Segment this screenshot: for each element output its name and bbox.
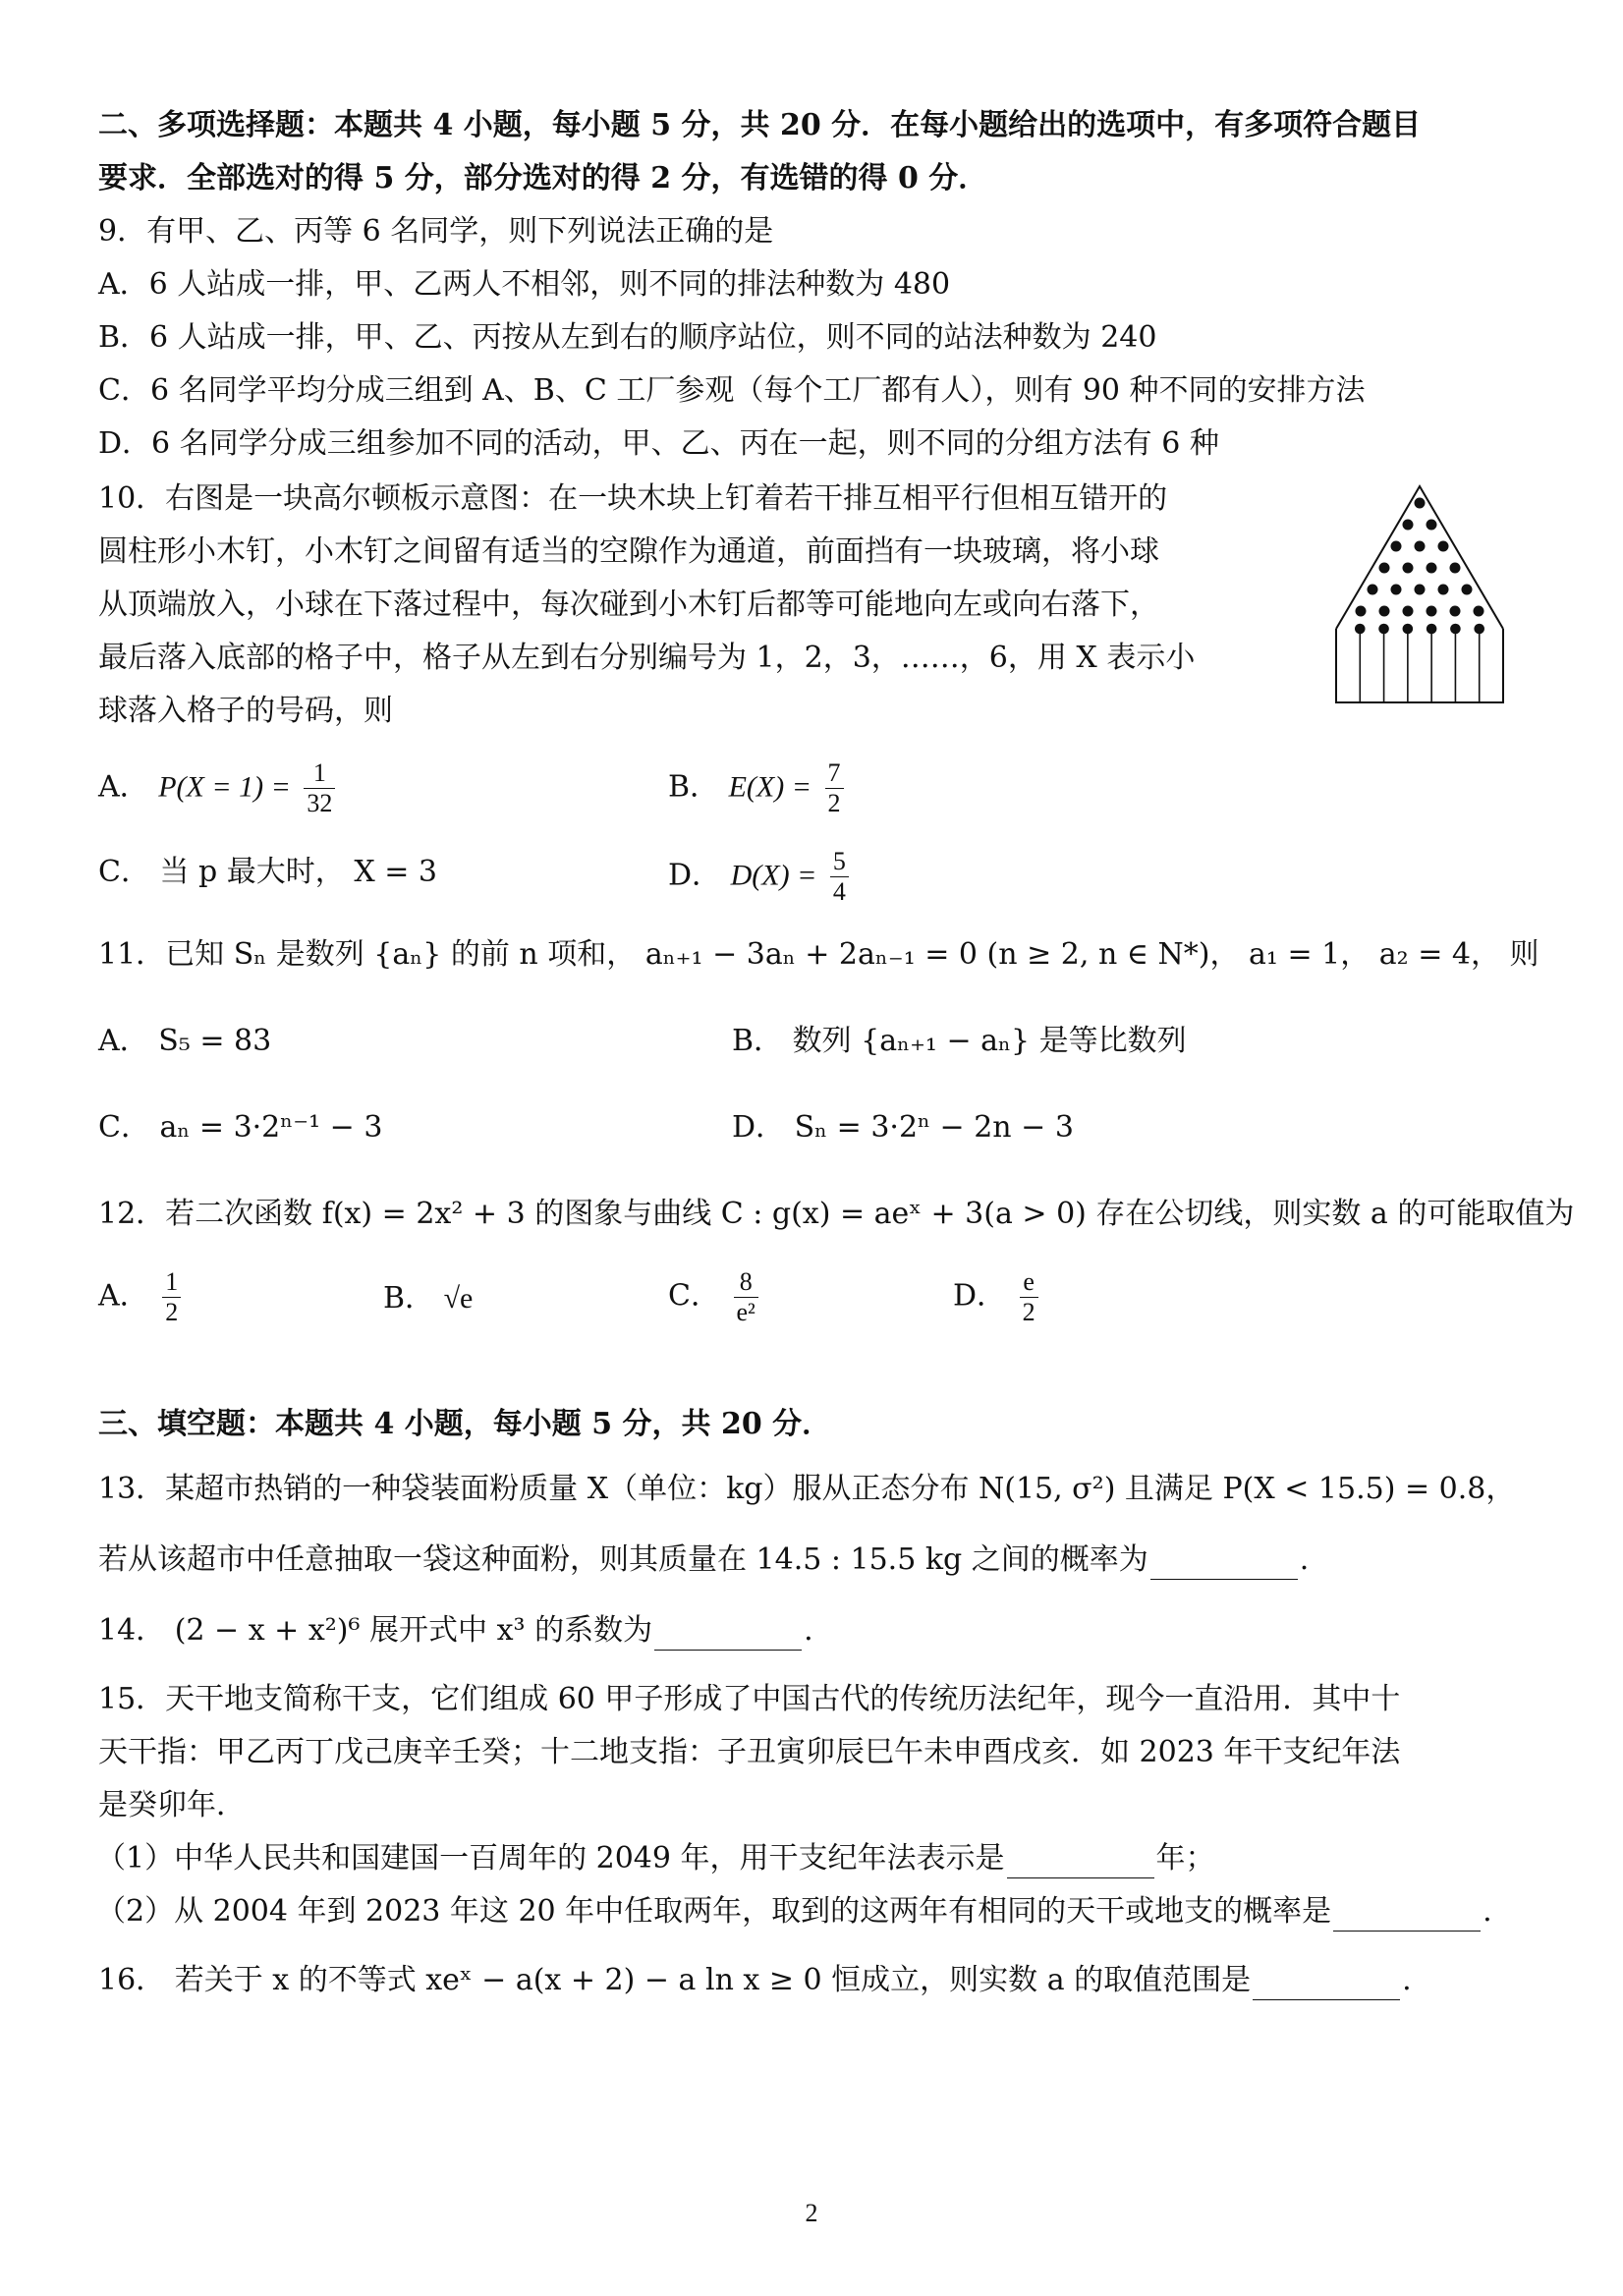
q15-part2-blank[interactable] bbox=[1333, 1901, 1481, 1932]
q10-option-b: B． E(X) = $\frac{7}{2}$ bbox=[668, 758, 848, 818]
q11-option-c: C． aₙ = 3·2ⁿ⁻¹ − 3 bbox=[98, 1110, 383, 1145]
galton-peg bbox=[1391, 585, 1402, 595]
q12-option-b: B． √e bbox=[383, 1281, 474, 1316]
q15-line3: 是癸卯年． bbox=[98, 1788, 246, 1822]
galton-peg bbox=[1379, 625, 1388, 634]
q14-answer-blank[interactable] bbox=[654, 1620, 802, 1651]
q15-line2: 天干指：甲乙丙丁戊己庚辛壬癸；十二地支指：子丑寅卯辰巳午未申酉戌亥．如 2023 年干支纪年法 bbox=[98, 1735, 1401, 1769]
section3-header: 三、填空题：本题共 4 小题，每小题 5 分，共 20 分． bbox=[98, 1407, 832, 1441]
galton-board-icon bbox=[1326, 481, 1513, 707]
galton-peg bbox=[1356, 625, 1365, 634]
q10-line3: 从顶端放入，小球在下落过程中，每次碰到小木钉后都等可能地向左或向右落下， bbox=[98, 588, 1159, 622]
galton-pegs bbox=[1356, 498, 1484, 617]
q10-line4: 最后落入底部的格子中，格子从左到右分别编号为 1，2，3，……，6，用 X 表示小 bbox=[98, 641, 1196, 675]
q15-line1: 15．天干地支简称干支，它们组成 60 甲子形成了中国古代的传统历法纪年，现今一直沿用．其中十 bbox=[98, 1682, 1401, 1716]
galton-peg bbox=[1427, 520, 1437, 531]
galton-peg bbox=[1450, 606, 1461, 617]
galton-peg bbox=[1462, 585, 1473, 595]
q9-option-d: D．6 名同学分成三组参加不同的活动，甲、乙、丙在一起，则不同的分组方法有 6 种 bbox=[98, 426, 1219, 461]
galton-slots bbox=[1336, 625, 1503, 703]
q12-d-fraction: $\frac{e}{2}$ bbox=[1020, 1267, 1038, 1327]
galton-peg bbox=[1438, 541, 1449, 552]
galton-peg bbox=[1427, 606, 1437, 617]
galton-peg bbox=[1427, 563, 1437, 574]
q15-part2: （2）从 2004 年到 2023 年这 20 年中任取两年，取到的这两年有相同的天干或地支的概率是 . bbox=[96, 1892, 1492, 1932]
q9-option-a: A．6 人站成一排，甲、乙两人不相邻，则不同的排法种数为 480 bbox=[98, 267, 951, 302]
galton-peg bbox=[1403, 606, 1414, 617]
q10-b-fraction: $\frac{7}{2}$ bbox=[825, 758, 844, 818]
page-number: 2 bbox=[805, 2199, 818, 2227]
q10-line2: 圆柱形小木钉，小木钉之间留有适当的空隙作为通道，前面挡有一块玻璃，将小球 bbox=[98, 534, 1159, 569]
q10-a-fraction: $\frac{1}{32}$ bbox=[304, 758, 335, 818]
q12-option-c: C． $\frac{8}{\text{e²}}$ bbox=[668, 1267, 762, 1327]
galton-peg bbox=[1379, 563, 1390, 574]
q12-option-a: A． $\frac{1}{2}$ bbox=[98, 1267, 185, 1327]
galton-peg bbox=[1415, 585, 1426, 595]
q10-line1: 10．右图是一块高尔顿板示意图：在一块木块上钉着若干排互相平行但相互错开的 bbox=[98, 481, 1168, 516]
galton-peg bbox=[1450, 563, 1461, 574]
galton-peg bbox=[1438, 585, 1449, 595]
section2-header-line1: 二、多项选择题：本题共 4 小题，每小题 5 分，共 20 分．在每小题给出的选项中，有多项符合题目 bbox=[98, 108, 1422, 142]
galton-peg bbox=[1356, 606, 1367, 617]
q9-option-c: C．6 名同学平均分成三组到 A、B、C 工厂参观（每个工厂都有人），则有 90 种不同的安排方法 bbox=[98, 373, 1366, 408]
galton-peg bbox=[1415, 541, 1426, 552]
q12-c-fraction: $\frac{8}{\text{e²}}$ bbox=[734, 1267, 758, 1327]
q11-option-a: A． S₅ = 83 bbox=[98, 1024, 272, 1058]
q13-line2: 若从该超市中任意抽取一袋这种面粉，则其质量在 14.5 : 15.5 kg 之间的概率为 . bbox=[98, 1540, 1309, 1580]
q11-option-d: D． Sₙ = 3·2ⁿ − 2n − 3 bbox=[732, 1110, 1074, 1145]
q16: 16． 若关于 x 的不等式 xeˣ − a(x + 2) − a ln x ≥ 0 恒成立，则实数 a 的取值范围是 . bbox=[98, 1961, 1412, 2000]
q11-option-b: B． 数列 {aₙ₊₁ − aₙ} 是等比数列 bbox=[732, 1024, 1187, 1058]
galton-peg bbox=[1427, 625, 1436, 634]
q13-answer-blank[interactable] bbox=[1150, 1549, 1298, 1580]
galton-peg bbox=[1403, 563, 1414, 574]
q10-option-c: C． 当 p 最大时， X = 3 bbox=[98, 855, 437, 889]
q13-line1: 13．某超市热销的一种袋装面粉质量 X（单位：kg）服从正态分布 N(15, σ²) 且满足 P(X < 15.5) = 0.8， bbox=[98, 1472, 1516, 1506]
q14: 14． (2 − x + x²)⁶ 展开式中 x³ 的系数为 . bbox=[98, 1611, 813, 1651]
galton-peg bbox=[1391, 541, 1402, 552]
q15-part1: （1）中华人民共和国建国一百周年的 2049 年，用干支纪年法表示是 年； bbox=[96, 1839, 1215, 1878]
galton-peg bbox=[1475, 625, 1483, 634]
galton-peg bbox=[1379, 606, 1390, 617]
galton-peg bbox=[1415, 498, 1426, 509]
q9-option-b: B．6 人站成一排，甲、乙、丙按从左到右的顺序站位，则不同的站法种数为 240 bbox=[98, 320, 1157, 355]
q10-option-d: D． D(X) = $\frac{5}{4}$ bbox=[668, 847, 853, 907]
q12-option-d: D． $\frac{e}{2}$ bbox=[953, 1267, 1042, 1327]
galton-peg bbox=[1403, 520, 1414, 531]
q9-stem: 9．有甲、乙、丙等 6 名同学，则下列说法正确的是 bbox=[98, 214, 774, 249]
q15-part1-blank[interactable] bbox=[1007, 1848, 1154, 1878]
q12-a-fraction: $\frac{1}{2}$ bbox=[162, 1267, 181, 1327]
q11-stem: 11．已知 Sₙ 是数列 {aₙ} 的前 n 项和， aₙ₊₁ − 3aₙ + 2aₙ₋₁ = 0 (n ≥ 2, n ∈ N*)， a₁ = 1， a₂ = 4， 则 bbox=[98, 937, 1539, 972]
galton-peg bbox=[1403, 625, 1412, 634]
q16-answer-blank[interactable] bbox=[1253, 1970, 1400, 2000]
galton-peg bbox=[1368, 585, 1378, 595]
q10-option-a: A． P(X = 1) = $\frac{1}{32}$ bbox=[98, 758, 339, 818]
q12-stem: 12．若二次函数 f(x) = 2x² + 3 的图象与曲线 C : g(x) = aeˣ + 3(a > 0) 存在公切线，则实数 a 的可能取值为 bbox=[98, 1197, 1575, 1231]
q10-line5: 球落入格子的号码，则 bbox=[98, 694, 393, 728]
galton-peg bbox=[1451, 625, 1460, 634]
q10-d-fraction: $\frac{5}{4}$ bbox=[830, 847, 849, 907]
galton-peg bbox=[1474, 606, 1484, 617]
section2-header-line2: 要求．全部选对的得 5 分，部分选对的得 2 分，有选错的得 0 分． bbox=[98, 161, 988, 196]
